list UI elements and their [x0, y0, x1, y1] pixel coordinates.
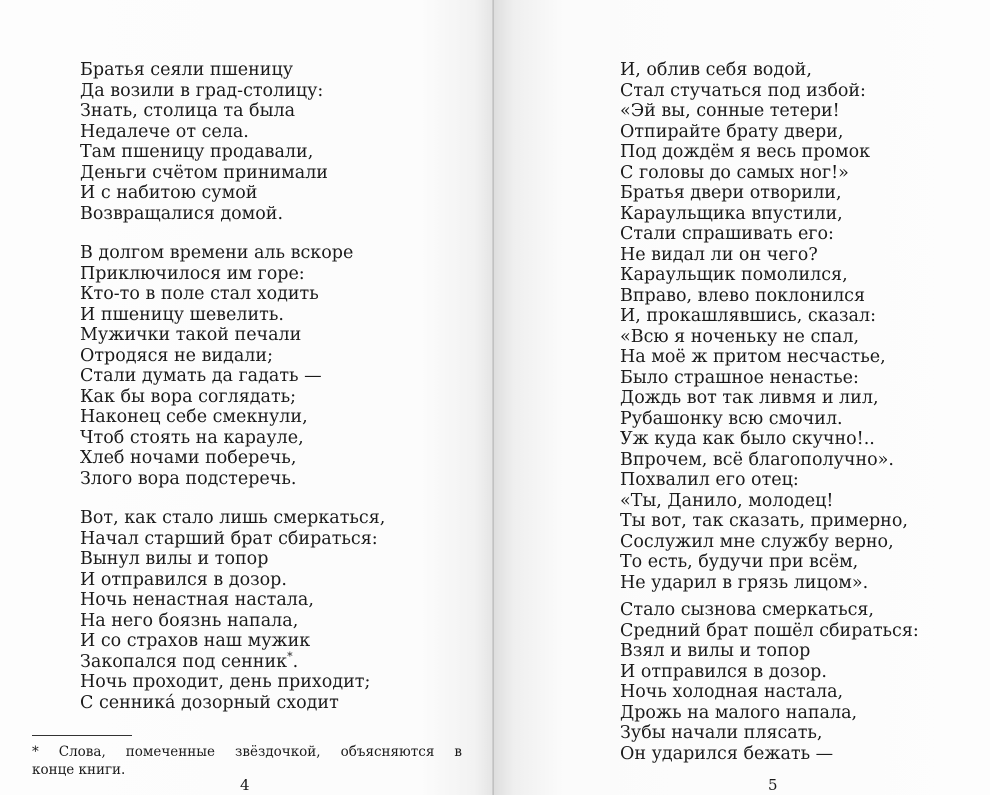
verse-line: И отправился в дозор.	[80, 569, 287, 590]
page-number-left: 4	[240, 776, 250, 794]
verse-line: Стали думать да гадать —	[80, 366, 322, 386]
verse-line: С сенника́ дозорный сходит	[80, 692, 339, 713]
verse-line: Средний брат пошёл сбираться:	[620, 620, 919, 641]
right-page	[494, 0, 990, 795]
verse-line: Было страшное ненастье:	[620, 367, 859, 388]
verse-line: Рубашонку всю смочил.	[620, 408, 843, 429]
footnote-word: Слова,	[58, 744, 106, 760]
verse-line: Да возили в град-столицу:	[80, 80, 324, 101]
footnote-word: помеченные	[125, 744, 216, 760]
verse-line: Он ударился бежать —	[620, 743, 834, 764]
right-stanza-1	[620, 60, 908, 593]
page-number-right: 5	[768, 776, 778, 794]
verse-line: Злого вора подстеречь.	[80, 468, 297, 489]
verse-line: Ночь ненастная настала,	[80, 590, 314, 610]
left-stanza-3	[80, 508, 385, 713]
verse-line: Там пшеницу продавали,	[80, 142, 314, 162]
verse-line: Дрожь на малого напала,	[620, 702, 858, 723]
footnote-line-2: конце книги.	[32, 762, 126, 778]
verse-line: Чтоб стоять на карауле,	[80, 427, 304, 448]
left-stanza-1	[80, 60, 328, 224]
verse-line: Зубы начали плясать,	[620, 723, 823, 743]
verse-line: «Всю я ноченьку не спал,	[620, 326, 860, 347]
verse-line: Вынул вилы и топор	[80, 549, 269, 569]
verse-line: Деньги счётом принимали	[80, 162, 328, 183]
left-page	[0, 0, 494, 795]
verse-line: Караульщика впустили,	[620, 203, 843, 224]
verse-line: Впрочем, всё благополучно».	[620, 449, 894, 470]
right-stanza-2	[620, 600, 919, 764]
footnote-line-1	[32, 743, 462, 761]
verse-line: И со страхов наш мужик	[80, 631, 311, 651]
verse-line: Не видал ли он чего?	[620, 244, 818, 265]
verse-line: И с набитою сумой	[80, 183, 258, 203]
verse-line: Братья двери отворили,	[620, 183, 842, 203]
verse-line: Как бы вора соглядать;	[80, 386, 297, 407]
verse-line: И пшеницу шевелить.	[80, 304, 284, 325]
verse-punctuation: .	[292, 651, 299, 672]
verse-line: Возвращалися домой.	[80, 203, 284, 224]
verse-line: Стали спрашивать его:	[620, 224, 834, 244]
verse-line: И, облив себя водой,	[620, 60, 812, 80]
verse-line: И, прокашлявшись, сказал:	[620, 306, 876, 326]
verse-line: Караульщик помолился,	[620, 265, 848, 285]
verse-line: Дождь вот так ливмя и лил,	[620, 388, 879, 408]
verse-line: Уж куда как было скучно!..	[620, 429, 875, 449]
verse-line: Отпирайте брату двери,	[620, 121, 844, 142]
footnote	[32, 743, 462, 779]
verse-line: Отродяся не видали;	[80, 345, 273, 366]
verse-line: И отправился в дозор.	[620, 661, 827, 682]
verse-line: Наконец себе смекнули,	[80, 407, 308, 427]
verse-line: Знать, столица та была	[80, 101, 296, 121]
verse-line: Ночь холодная настала,	[620, 682, 844, 702]
verse-line: На него боязнь напала,	[80, 610, 299, 631]
footnote-word: в	[454, 744, 462, 760]
verse-line: С головы до самых ног!»	[620, 162, 849, 183]
verse-line: Мужички такой печали	[80, 325, 302, 345]
footnote-word: звёздочкой,	[235, 744, 321, 760]
verse-line: Не ударил в грязь лицом».	[620, 572, 869, 593]
verse-line: На моё ж притом несчастье,	[620, 347, 886, 367]
footnote-word: *	[32, 744, 39, 760]
verse-line: «Эй вы, сонные тетери!	[620, 101, 840, 121]
verse-line: Сослужил мне службу верно,	[620, 531, 894, 552]
left-stanza-2	[80, 243, 353, 489]
verse-line: «Ты, Данило, молодец!	[620, 490, 834, 511]
verse-line: Братья сеяли пшеницу	[80, 60, 294, 80]
verse-line: Хлеб ночами поберечь,	[80, 448, 297, 468]
verse-line: Вправо, влево поклонился	[620, 285, 866, 306]
verse-line: Под дождём я весь промок	[620, 142, 871, 162]
verse-line: Вот, как стало лишь смеркаться,	[80, 508, 386, 528]
verse-text: Закопался под сенник	[80, 651, 288, 672]
footnote-marker: *	[287, 649, 293, 663]
verse-line: Стало сызнова смеркаться,	[620, 600, 874, 620]
verse-line: Ночь проходит, день приходит;	[80, 672, 371, 692]
verse-line: Стал стучаться под избой:	[620, 80, 866, 101]
verse-line: Начал старший брат сбираться:	[80, 528, 378, 549]
verse-line: То есть, будучи при всём,	[620, 552, 859, 572]
footnote-divider	[32, 735, 132, 736]
verse-line: Похвалил его отец:	[620, 470, 799, 490]
verse-line: Недалече от села.	[80, 121, 249, 142]
verse-line: Взял и вилы и топор	[620, 641, 811, 661]
verse-line: Ты вот, так сказать, примерно,	[620, 511, 908, 531]
verse-line: Приключилося им горе:	[80, 263, 305, 284]
verse-line-with-footnote	[80, 649, 385, 673]
verse-line: Кто-то в поле стал ходить	[80, 284, 319, 304]
footnote-word: объясняются	[340, 744, 435, 760]
verse-line: В долгом времени аль вскоре	[80, 243, 354, 263]
